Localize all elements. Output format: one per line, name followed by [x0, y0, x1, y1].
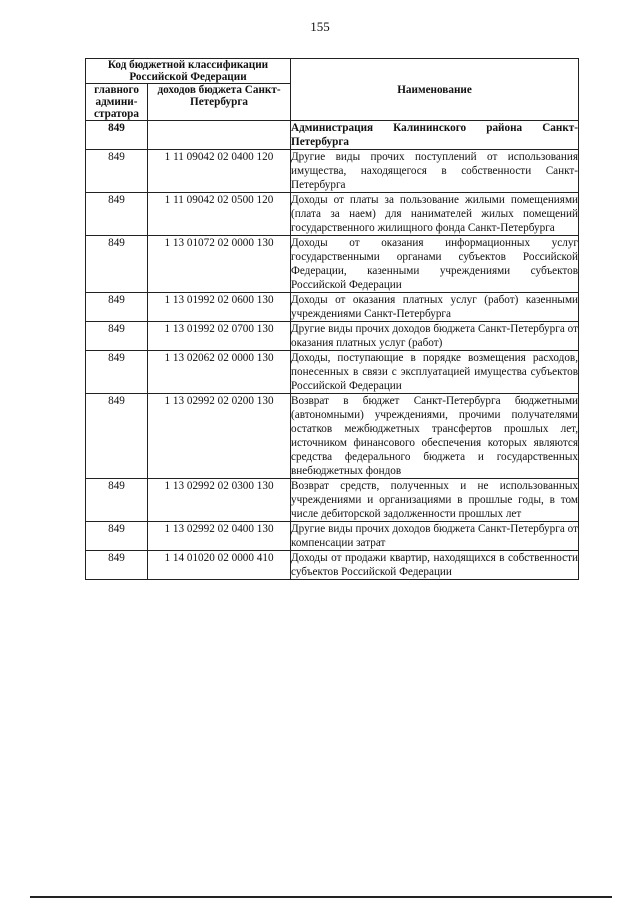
income-code-cell: 1 11 09042 02 0500 120 — [148, 193, 291, 236]
admin-code-cell: 849 — [86, 394, 148, 479]
admin-code-cell: 849 — [86, 351, 148, 394]
table-row — [86, 193, 579, 236]
table-row — [86, 522, 579, 551]
income-code-cell — [148, 121, 291, 150]
table-row — [86, 121, 579, 150]
income-code-cell: 1 14 01020 02 0000 410 — [148, 551, 291, 580]
name-cell: Возврат в бюджет Санкт-Петербурга бюджетными (автономными) учреждениями, прочими получателями остатков межбюджетных трансфертов прошлых лет, источником финансового обеспечения которых являются средства федерального бюджета и государственных внебюджетных фондов — [291, 395, 579, 477]
admin-code-cell: 849 — [86, 522, 148, 551]
table-body — [86, 121, 579, 580]
name-cell: Администрация Калининского района Санкт-Петербурга — [291, 122, 579, 148]
admin-code-cell: 849 — [86, 121, 148, 150]
table-row — [86, 351, 579, 394]
income-code-cell: 1 13 02992 02 0300 130 — [148, 479, 291, 522]
table-row — [86, 150, 579, 193]
page-number: 155 — [310, 19, 330, 34]
table-row — [86, 293, 579, 322]
name-cell: Доходы от оказания информационных услуг государственными органами субъектов Российской Федерации, казенными учреждениями субъектов Российской Федерации — [291, 237, 579, 291]
header-row-top — [86, 59, 579, 84]
income-code-cell: 1 13 01992 02 0600 130 — [148, 293, 291, 322]
admin-code-cell: 849 — [86, 236, 148, 293]
table-row — [86, 394, 579, 479]
table-row — [86, 551, 579, 580]
table-row — [86, 322, 579, 351]
admin-code-cell: 849 — [86, 150, 148, 193]
name-cell: Другие виды прочих доходов бюджета Санкт-Петербурга от оказания платных услуг (работ) — [291, 323, 579, 349]
admin-code-cell: 849 — [86, 479, 148, 522]
header-income: доходов бюджета Санкт-Петербурга — [148, 84, 291, 121]
table-row — [86, 236, 579, 293]
admin-code-cell: 849 — [86, 293, 148, 322]
header-name: Наименование — [291, 59, 579, 121]
table-row — [86, 479, 579, 522]
name-cell: Доходы от платы за пользование жилыми помещениями (плата за наем) для нанимателей жилых помещений государственного жилищного фонда Санкт-Петербурга — [291, 194, 579, 234]
income-code-cell: 1 13 01072 02 0000 130 — [148, 236, 291, 293]
income-code-cell: 1 13 02992 02 0200 130 — [148, 394, 291, 479]
name-cell: Доходы, поступающие в порядке возмещения расходов, понесенных в связи с эксплуатацией имущества субъектов Российской Федерации — [291, 352, 579, 392]
name-cell: Возврат средств, полученных и не использованных учреждениями и организациями в прошлые годы, в том числе дебиторской задолженности прошлых лет — [291, 480, 579, 520]
name-cell: Доходы от оказания платных услуг (работ) казенными учреждениями Санкт-Петербурга — [291, 294, 579, 320]
income-code-cell: 1 13 02062 02 0000 130 — [148, 351, 291, 394]
admin-code-cell: 849 — [86, 322, 148, 351]
income-code-cell: 1 13 02992 02 0400 130 — [148, 522, 291, 551]
budget-classification-table — [85, 58, 579, 580]
income-code-cell: 1 11 09042 02 0400 120 — [148, 150, 291, 193]
name-cell: Другие виды прочих доходов бюджета Санкт-Петербурга от компенсации затрат — [291, 523, 579, 549]
name-cell: Доходы от продажи квартир, находящихся в собственности субъектов Российской Федерации — [291, 552, 579, 578]
income-code-cell: 1 13 01992 02 0700 130 — [148, 322, 291, 351]
header-classification-code: Код бюджетной классификации Российской Федерации — [86, 59, 291, 84]
bottom-rule — [30, 896, 612, 898]
admin-code-cell: 849 — [86, 193, 148, 236]
name-cell: Другие виды прочих поступлений от использования имущества, находящегося в собственности Санкт-Петербурга — [291, 151, 579, 191]
header-admin: главного админи-стратора — [86, 84, 148, 121]
admin-code-cell: 849 — [86, 551, 148, 580]
